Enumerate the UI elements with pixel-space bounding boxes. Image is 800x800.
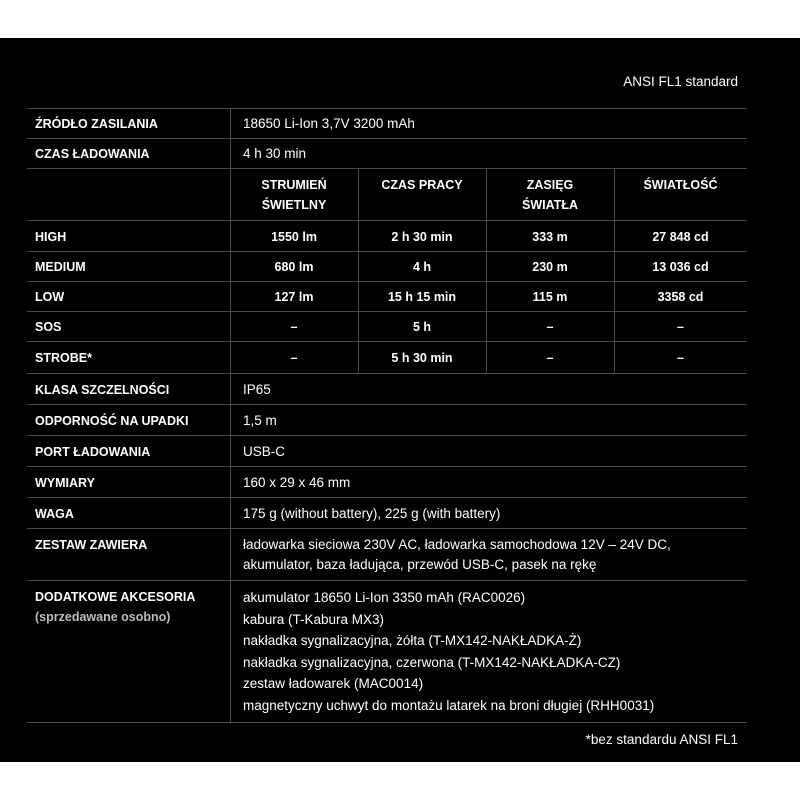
spec-value: 18650 Li-Ion 3,7V 3200 mAh — [243, 116, 415, 131]
spec-label: KLASA SZCZELNOŚCI — [35, 383, 170, 397]
kit-line: akumulator, baza ładująca, przewód USB-C, pasek na rękę — [243, 557, 597, 572]
mode-cell: – — [546, 320, 554, 334]
mode-cell: 27 848 cd — [652, 230, 709, 244]
mode-cell: 1550 lm — [271, 230, 317, 244]
footnote: *bez standardu ANSI FL1 — [585, 732, 738, 747]
spec-row-kit-contents — [27, 528, 747, 581]
spec-value: 1,5 m — [243, 413, 277, 428]
accessory-line: kabura (T-Kabura MX3) — [243, 611, 385, 627]
spec-row-weight — [27, 497, 747, 529]
spec-value: 175 g (without battery), 225 g (with battery) — [243, 506, 501, 521]
spec-panel — [0, 38, 800, 762]
spec-row-accessories — [27, 580, 747, 723]
mode-cell: – — [290, 351, 298, 365]
mode-cell: – — [546, 351, 554, 365]
spec-row-power-source — [27, 108, 747, 139]
column-header-beam-distance: ZASIĘG ŚWIATŁA — [521, 178, 578, 212]
mode-row-low — [27, 281, 747, 312]
mode-row-high — [27, 220, 747, 252]
mode-label: STROBE* — [35, 351, 92, 365]
spec-label: CZAS ŁADOWANIA — [35, 147, 150, 161]
mode-label: LOW — [35, 290, 65, 304]
accessories-sublabel: (sprzedawane osobno) — [35, 610, 171, 624]
spec-label: ŹRÓDŁO ZASILANIA — [35, 117, 158, 131]
mode-cell: 127 lm — [274, 290, 314, 304]
spec-row-ip-rating — [27, 373, 747, 405]
accessories-list — [243, 587, 654, 716]
spec-value: 160 x 29 x 46 mm — [243, 475, 351, 490]
mode-cell: – — [677, 320, 684, 334]
accessory-line: zestaw ładowarek (MAC0014) — [243, 676, 424, 691]
mode-row-sos — [27, 311, 747, 342]
mode-cell: 15 h 15 min — [387, 290, 457, 304]
mode-cell: 4 h — [412, 260, 432, 274]
mode-row-medium — [27, 251, 747, 282]
column-header-intensity: ŚWIATŁOŚĆ — [643, 178, 718, 192]
accessory-line: nakładka sygnalizacyjna, czerwona (T-MX142-NAKŁADKA-CZ) — [243, 654, 621, 670]
accessory-line: magnetyczny uchwyt do montażu latarek na broni długiej (RHH0031) — [243, 697, 655, 713]
mode-cell: 115 m — [532, 290, 568, 304]
spec-label: WAGA — [35, 507, 74, 521]
column-header-luminous-flux: STRUMIEŃ ŚWIETLNY — [261, 178, 327, 212]
mode-cell: 3358 cd — [657, 290, 704, 304]
mode-cell: 230 m — [532, 260, 568, 274]
spec-row-charging-port — [27, 435, 747, 467]
kit-line: ładowarka sieciowa 230V AC, ładowarka samochodowa 12V – 24V DC, — [243, 537, 671, 552]
mode-cell: – — [290, 320, 298, 334]
mode-cell: 13 036 cd — [652, 260, 709, 274]
spec-value: USB-C — [243, 444, 286, 459]
mode-cell: 5 h 30 min — [391, 351, 453, 365]
standard-label: ANSI FL1 standard — [623, 74, 738, 89]
column-header-runtime: CZAS PRACY — [381, 178, 463, 192]
spec-value: IP65 — [243, 382, 271, 397]
mode-label: MEDIUM — [35, 260, 86, 274]
spec-label: PORT ŁADOWANIA — [35, 445, 151, 459]
spec-row-impact-resistance — [27, 404, 747, 436]
accessory-line: akumulator 18650 Li-Ion 3350 mAh (RAC0026) — [243, 590, 526, 605]
mode-cell: 333 m — [532, 230, 568, 244]
spec-label: ZESTAW ZAWIERA — [35, 538, 148, 552]
mode-label: SOS — [35, 320, 62, 334]
mode-cell: 680 lm — [274, 260, 314, 274]
kit-contents-list — [243, 535, 671, 575]
accessories-label: DODATKOWE AKCESORIA (sprzedawane osobno) — [35, 587, 195, 627]
mode-cell: 5 h — [412, 320, 432, 334]
spec-label: WYMIARY — [35, 476, 95, 490]
mode-cell: 2 h 30 min — [391, 230, 453, 244]
spec-row-dimensions — [27, 466, 747, 498]
spec-value: 4 h 30 min — [243, 146, 307, 161]
accessory-line: nakładka sygnalizacyjna, żółta (T-MX142-NAKŁADKA-Ż) — [243, 633, 582, 648]
spec-label: ODPORNOŚĆ NA UPADKI — [35, 414, 189, 428]
mode-label: HIGH — [35, 230, 67, 244]
mode-table-header — [27, 168, 747, 221]
mode-row-strobe — [27, 341, 747, 374]
mode-cell: – — [677, 351, 684, 365]
spec-row-charging-time — [27, 138, 747, 169]
